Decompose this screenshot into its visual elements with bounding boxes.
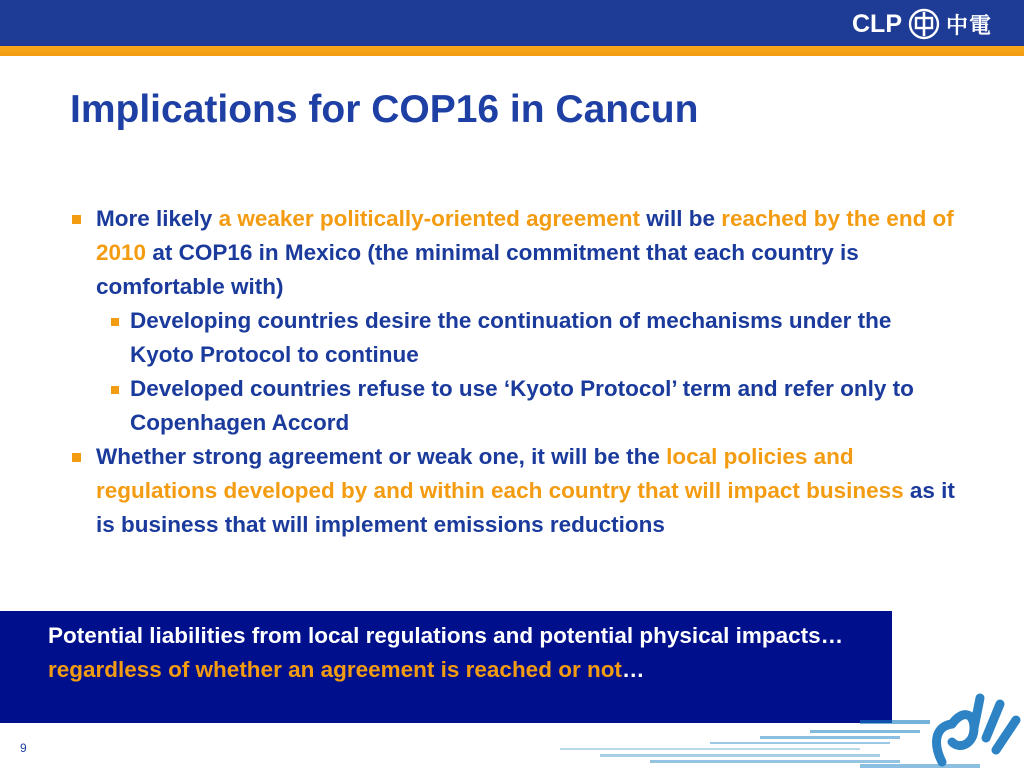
bullet-item-1 bbox=[68, 202, 958, 304]
bullet-marker bbox=[72, 215, 81, 224]
sub-bullet-2-text: Developed countries refuse to use ‘Kyoto Protocol’ term and refer only to Copenhagen Accord bbox=[130, 376, 914, 435]
slide-title: Implications for COP16 in Cancun bbox=[70, 88, 699, 131]
bullet-1-highlight-a: a weaker politically-oriented agreement bbox=[218, 206, 640, 231]
logo-text: CLP bbox=[852, 9, 902, 38]
callout-text bbox=[48, 619, 878, 687]
clp-logo bbox=[852, 6, 992, 42]
callout-highlight-text: regardless of whether an agreement is reached or not bbox=[48, 657, 622, 682]
callout-plain-text: Potential liabilities from local regulations and potential physical impacts… bbox=[48, 623, 844, 648]
page-number: 9 bbox=[20, 741, 27, 755]
sub-bullet-marker bbox=[111, 386, 119, 394]
sub-bullet-1-text: Developing countries desire the continuation of mechanisms under the Kyoto Protocol to continue bbox=[130, 308, 892, 367]
bullet-item-2 bbox=[68, 440, 958, 542]
clp-emblem-icon bbox=[908, 8, 940, 40]
bullet-2-text-a: Whether strong agreement or weak one, it will be the bbox=[96, 444, 667, 469]
bullet-1-text-c: at COP16 in Mexico (the minimal commitment that each country is comfortable with) bbox=[96, 240, 859, 299]
header-accent-stripe bbox=[0, 46, 1024, 56]
bullet-2-highlight: local policies and regulations developed by and within each country that will impact business bbox=[96, 444, 904, 503]
callout-end-text: … bbox=[621, 657, 645, 682]
bullet-marker bbox=[72, 453, 81, 462]
ok-hand-brushstroke-art bbox=[560, 690, 1024, 768]
bullet-2-text-b: as it is business that will implement emissions reductions bbox=[96, 478, 955, 537]
sub-bullet-item-2 bbox=[68, 372, 958, 440]
logo-cjk-text: 中電 bbox=[946, 13, 993, 39]
bullet-1-highlight-b: reached by the end of 2010 bbox=[96, 206, 954, 265]
bullet-1-text-b: will be bbox=[639, 206, 722, 231]
sub-bullet-marker bbox=[111, 318, 119, 326]
sub-bullet-item-1 bbox=[68, 304, 958, 372]
bullet-1-text-a: More likely bbox=[96, 206, 219, 231]
bullet-list bbox=[68, 202, 958, 542]
